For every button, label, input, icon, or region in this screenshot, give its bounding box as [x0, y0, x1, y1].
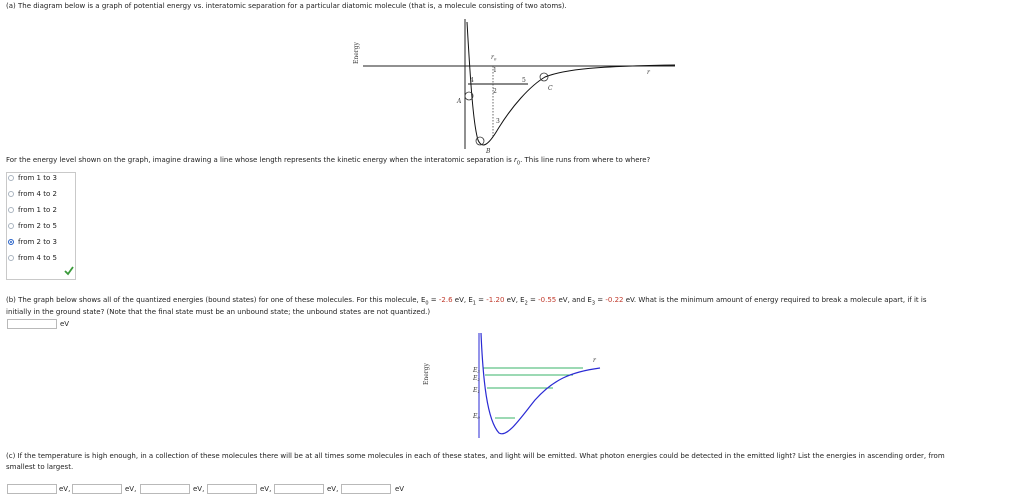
- svg-text:1: 1: [493, 67, 497, 74]
- part-a-prompt: (a) The diagram below is a graph of potential energy vs. interatomic separation for a particular diatomic molecule (that is, a molecule consisting of two atoms).: [6, 2, 567, 10]
- part-b-text-line2: initially in the ground state? (Note that the final state must be an unbound state; the unbound states are not quantized.): [6, 308, 431, 316]
- unit-4: eV,: [260, 485, 272, 493]
- question-prefix: For the energy level shown on the graph, imagine drawing a line whose length represents the kinetic energy when the interatomic separation is: [6, 156, 514, 164]
- photon-energy-input-4[interactable]: [207, 484, 257, 494]
- radio-icon[interactable]: [8, 191, 14, 197]
- svg-text:E2: E2: [473, 375, 480, 382]
- energy-answer-input[interactable]: [7, 319, 57, 329]
- photon-energy-input-5[interactable]: [274, 484, 324, 494]
- svg-text:E3: E3: [473, 367, 480, 374]
- svg-text:E1: E1: [473, 387, 480, 394]
- part-a-question: [6, 156, 650, 166]
- unit-3: eV,: [193, 485, 205, 493]
- potential-energy-graph: [340, 14, 685, 154]
- option-label: from 2 to 5: [18, 221, 57, 230]
- option-2[interactable]: [8, 188, 57, 199]
- e3-value: -0.22: [605, 296, 624, 304]
- option-label: from 4 to 5: [18, 253, 57, 262]
- svg-text:4: 4: [470, 77, 474, 84]
- option-6[interactable]: [8, 252, 57, 263]
- option-label: from 1 to 3: [18, 173, 57, 182]
- question-suffix: . This line runs from where to where?: [520, 156, 651, 164]
- e1-value: -1.20: [486, 296, 505, 304]
- svg-text:B: B: [486, 148, 491, 154]
- photon-energy-input-1[interactable]: [7, 484, 57, 494]
- svg-text:E0: E0: [473, 413, 480, 420]
- graph-a-r0-label: $r_0$: [491, 54, 497, 62]
- svg-text:C: C: [548, 85, 553, 92]
- photon-energy-input-6[interactable]: [341, 484, 391, 494]
- graph-a-r-label: r: [647, 69, 650, 76]
- svg-text:A: A: [457, 98, 462, 105]
- option-label: from 4 to 2: [18, 189, 57, 198]
- photon-energy-input-2[interactable]: [72, 484, 122, 494]
- energy-unit: eV: [60, 320, 70, 328]
- unit-2: eV,: [125, 485, 137, 493]
- quantized-energy-graph: [415, 330, 615, 440]
- option-3[interactable]: [8, 204, 57, 215]
- unit-1: eV,: [59, 485, 71, 493]
- part-c-text: (c) If the temperature is high enough, in a collection of these molecules there will be at all times some molecules in each of these states, and light will be emitted. What photon energies could be detected in the emitted light? List the energies in ascending order, from: [6, 452, 945, 460]
- photon-energy-input-3[interactable]: [140, 484, 190, 494]
- option-1[interactable]: [8, 172, 57, 183]
- radio-icon[interactable]: [8, 223, 14, 229]
- svg-text:3: 3: [496, 118, 500, 125]
- radio-selected-icon[interactable]: [8, 239, 14, 245]
- part-c-text-line2: smallest to largest.: [6, 463, 74, 471]
- e0-value: -2.6: [438, 296, 453, 304]
- graph-b-r-label: r: [593, 357, 596, 364]
- svg-text:2: 2: [493, 88, 497, 95]
- graph-b-energy-label: Energy: [423, 363, 430, 385]
- svg-text:5: 5: [522, 77, 526, 84]
- option-label: from 1 to 2: [18, 205, 57, 214]
- checkmark-icon: [64, 266, 74, 276]
- marker-c-circle: [540, 73, 548, 81]
- option-4[interactable]: [8, 220, 57, 231]
- part-b-intro: (b) The graph below shows all of the quantized energies (bound states) for one of these molecules. For this molecule, E: [6, 296, 426, 304]
- unit-6: eV: [395, 485, 405, 493]
- radio-icon[interactable]: [8, 207, 14, 213]
- part-b-question: . What is the minimum amount of energy required to break a molecule apart, if it is: [633, 296, 927, 304]
- e2-value: -0.55: [538, 296, 557, 304]
- question-var: r: [514, 156, 517, 164]
- question-sub: 0: [516, 160, 521, 167]
- unit-5: eV,: [327, 485, 339, 493]
- option-label: from 2 to 3: [18, 237, 57, 246]
- radio-icon[interactable]: [8, 175, 14, 181]
- part-b-text: (b) The graph below shows all of the quantized energies (bound states) for one of these molecules. For this molecule, $E_0 = -2.6$ eV, $E_1 = -1.20$ eV, $E_2 = -0.55$ eV, and $E_3 = -0.22$ eV. What is the minimum amount of energy required to break a molecule apart, if it is: [6, 296, 927, 307]
- radio-icon[interactable]: [8, 255, 14, 261]
- graph-a-energy-label: Energy: [353, 42, 360, 64]
- option-5[interactable]: [8, 236, 57, 247]
